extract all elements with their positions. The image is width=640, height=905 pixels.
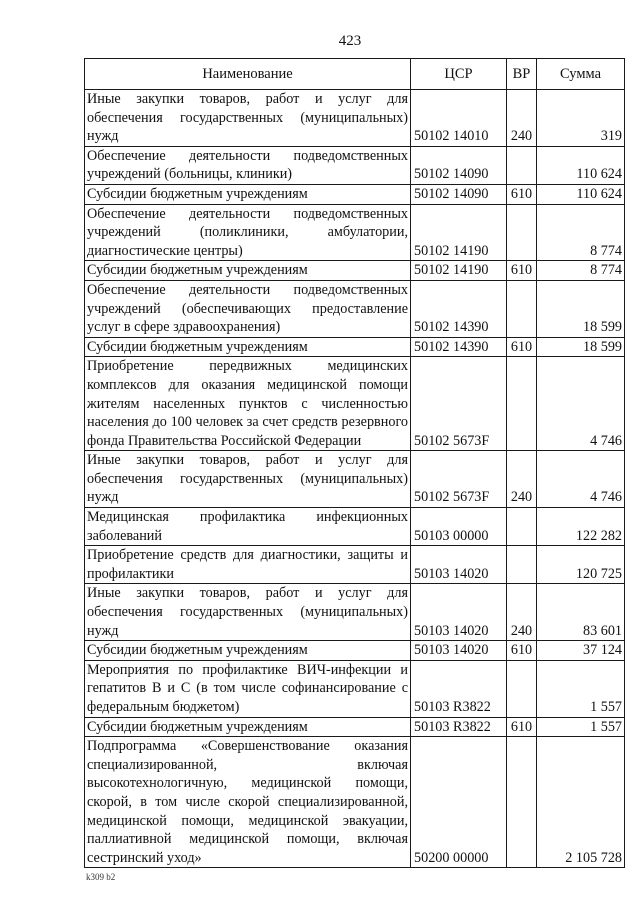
row-sum-cell: 37 124 bbox=[537, 641, 625, 661]
row-csr-cell: 50102 14090 bbox=[411, 146, 507, 184]
table-row bbox=[85, 184, 625, 204]
row-name-cell: Обеспечение деятельности подведомственных учреждений (обеспечивающих предоставление услуг в сфере здравоохранения) bbox=[85, 280, 411, 337]
row-csr-cell: 50103 14020 bbox=[411, 546, 507, 584]
header-csr: ЦСР bbox=[411, 59, 507, 90]
row-name-cell: Приобретение передвижных медицинских комплексов для оказания медицинской помощи жителям населенных пунктов с численностью населения до 100 человек за счет средств резервного фонда Правительства Российской Федерации bbox=[85, 357, 411, 451]
row-vr-cell bbox=[507, 546, 537, 584]
row-csr-cell: 50102 5673F bbox=[411, 451, 507, 508]
row-name-cell: Субсидии бюджетным учреждениям bbox=[85, 717, 411, 737]
table-body bbox=[85, 90, 625, 868]
row-sum-cell: 8 774 bbox=[537, 204, 625, 261]
budget-table bbox=[84, 58, 625, 868]
row-name-cell: Субсидии бюджетным учреждениям bbox=[85, 261, 411, 281]
row-sum-cell: 110 624 bbox=[537, 184, 625, 204]
row-csr-cell: 50200 00000 bbox=[411, 737, 507, 868]
row-csr-cell: 50103 14020 bbox=[411, 584, 507, 641]
footer-code: k309 b2 bbox=[86, 872, 116, 882]
header-vr: ВР bbox=[507, 59, 537, 90]
table-row bbox=[85, 204, 625, 261]
row-name-cell: Субсидии бюджетным учреждениям bbox=[85, 184, 411, 204]
row-sum-cell: 122 282 bbox=[537, 508, 625, 546]
table-row bbox=[85, 584, 625, 641]
table-row bbox=[85, 261, 625, 281]
table-row bbox=[85, 508, 625, 546]
row-csr-cell: 50102 14390 bbox=[411, 337, 507, 357]
table-row bbox=[85, 357, 625, 451]
row-sum-cell: 4 746 bbox=[537, 357, 625, 451]
header-sum: Сумма bbox=[537, 59, 625, 90]
row-vr-cell: 610 bbox=[507, 184, 537, 204]
row-name-cell: Иные закупки товаров, работ и услуг для обеспечения государственных (муниципальных) нужд bbox=[85, 451, 411, 508]
row-vr-cell: 610 bbox=[507, 261, 537, 281]
row-vr-cell bbox=[507, 146, 537, 184]
row-name-cell: Мероприятия по профилактике ВИЧ-инфекции и гепатитов B и C (в том числе софинансирование с федеральным бюджетом) bbox=[85, 660, 411, 717]
row-name-cell: Подпрограмма «Совершенствование оказания специализированной, включая высокотехнологичную, медицинской помощи, скорой, в том числе скорой специализированной, медицинской помощи, медицинской эвакуации, паллиативной медицинской помощи, включая сестринский уход» bbox=[85, 737, 411, 868]
row-sum-cell: 1 557 bbox=[537, 660, 625, 717]
row-name-cell: Субсидии бюджетным учреждениям bbox=[85, 337, 411, 357]
row-sum-cell: 120 725 bbox=[537, 546, 625, 584]
page-number: 423 bbox=[338, 33, 362, 49]
row-csr-cell: 50102 14190 bbox=[411, 204, 507, 261]
row-vr-cell: 610 bbox=[507, 337, 537, 357]
row-sum-cell: 8 774 bbox=[537, 261, 625, 281]
row-sum-cell: 319 bbox=[537, 90, 625, 147]
table-row bbox=[85, 546, 625, 584]
row-csr-cell: 50103 00000 bbox=[411, 508, 507, 546]
row-name-cell: Субсидии бюджетным учреждениям bbox=[85, 641, 411, 661]
row-csr-cell: 50102 5673F bbox=[411, 357, 507, 451]
row-vr-cell: 240 bbox=[507, 451, 537, 508]
row-csr-cell: 50102 14090 bbox=[411, 184, 507, 204]
table-header-row bbox=[85, 59, 625, 90]
row-vr-cell bbox=[507, 660, 537, 717]
row-csr-cell: 50102 14390 bbox=[411, 280, 507, 337]
row-name-cell: Приобретение средств для диагностики, защиты и профилактики bbox=[85, 546, 411, 584]
row-vr-cell: 610 bbox=[507, 641, 537, 661]
table-row bbox=[85, 451, 625, 508]
row-sum-cell: 18 599 bbox=[537, 337, 625, 357]
row-sum-cell: 2 105 728 bbox=[537, 737, 625, 868]
row-name-cell: Обеспечение деятельности подведомственных учреждений (поликлиники, амбулатории, диагностические центры) bbox=[85, 204, 411, 261]
row-sum-cell: 4 746 bbox=[537, 451, 625, 508]
row-vr-cell bbox=[507, 357, 537, 451]
table-row bbox=[85, 641, 625, 661]
table-row bbox=[85, 90, 625, 147]
row-vr-cell: 610 bbox=[507, 717, 537, 737]
row-csr-cell: 50103 14020 bbox=[411, 641, 507, 661]
row-vr-cell bbox=[507, 737, 537, 868]
table-row bbox=[85, 337, 625, 357]
table-row bbox=[85, 660, 625, 717]
table-row bbox=[85, 737, 625, 868]
row-csr-cell: 50103 R3822 bbox=[411, 660, 507, 717]
row-vr-cell bbox=[507, 508, 537, 546]
table-row bbox=[85, 146, 625, 184]
row-sum-cell: 1 557 bbox=[537, 717, 625, 737]
row-name-cell: Медицинская профилактика инфекционных заболеваний bbox=[85, 508, 411, 546]
row-name-cell: Иные закупки товаров, работ и услуг для обеспечения государственных (муниципальных) нужд bbox=[85, 90, 411, 147]
row-csr-cell: 50102 14190 bbox=[411, 261, 507, 281]
row-csr-cell: 50103 R3822 bbox=[411, 717, 507, 737]
row-name-cell: Иные закупки товаров, работ и услуг для обеспечения государственных (муниципальных) нужд bbox=[85, 584, 411, 641]
row-sum-cell: 83 601 bbox=[537, 584, 625, 641]
header-name: Наименование bbox=[85, 59, 411, 90]
row-csr-cell: 50102 14010 bbox=[411, 90, 507, 147]
table-row bbox=[85, 717, 625, 737]
row-vr-cell bbox=[507, 280, 537, 337]
row-vr-cell: 240 bbox=[507, 90, 537, 147]
row-sum-cell: 110 624 bbox=[537, 146, 625, 184]
row-vr-cell bbox=[507, 204, 537, 261]
row-name-cell: Обеспечение деятельности подведомственных учреждений (больницы, клиники) bbox=[85, 146, 411, 184]
row-sum-cell: 18 599 bbox=[537, 280, 625, 337]
row-vr-cell: 240 bbox=[507, 584, 537, 641]
table-row bbox=[85, 280, 625, 337]
